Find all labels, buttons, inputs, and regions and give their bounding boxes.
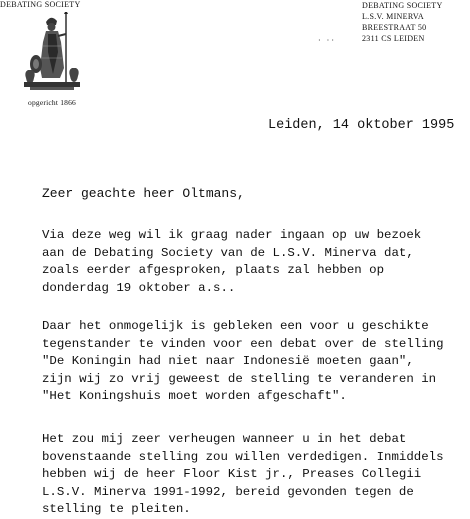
scan-speck: · ·· xyxy=(318,36,336,45)
paragraph-line: hebben wij de heer Floor Kist jr., Preases Collegii xyxy=(42,467,422,482)
minerva-statue-icon xyxy=(20,12,84,94)
founded-year-text: opgericht 1866 xyxy=(28,98,76,107)
paragraph-line: aan de Debating Society van de L.S.V. Minerva dat, xyxy=(42,245,414,260)
letterhead-address xyxy=(362,0,443,44)
letter-paragraph-1 xyxy=(42,227,421,297)
paragraph-line: zijn wij zo vrij geweest de stelling te veranderen in xyxy=(42,371,437,386)
paragraph-line: tegenstander te vinden voor een debat over de stelling xyxy=(42,336,444,351)
letter-paragraph-2 xyxy=(42,318,444,406)
paragraph-line: "Het Koningshuis moet worden afgeschaft". xyxy=(42,389,347,404)
paragraph-line: stelling te pleiten. xyxy=(42,502,191,517)
paragraph-line: L.S.V. Minerva 1991-1992, bereid gevonden tegen de xyxy=(42,484,414,499)
letter-salutation: Zeer geachte heer Oltmans, xyxy=(42,186,245,201)
paragraph-line: "De Koningin had niet naar Indonesië moeten gaan", xyxy=(42,354,414,369)
paragraph-line: bovenstaande stelling zou willen verdedigen. Inmiddels xyxy=(42,449,444,464)
address-line: BREESTRAAT 50 xyxy=(362,23,427,32)
address-line: L.S.V. MINERVA xyxy=(362,12,424,21)
paragraph-line: zoals eerder afgesproken, plaats zal hebben op xyxy=(42,263,385,278)
letterhead-society-name: DEBATING SOCIETY xyxy=(0,0,81,9)
paragraph-line: Via deze weg wil ik graag nader ingaan op uw bezoek xyxy=(42,228,422,242)
letter-dateline: Leiden, 14 oktober 1995 xyxy=(268,118,455,133)
paragraph-line: Daar het onmogelijk is gebleken een voor u geschikte xyxy=(42,319,429,333)
paragraph-line: Het zou mij zeer verheugen wanneer u in het debat xyxy=(42,432,407,446)
paragraph-line: donderdag 19 oktober a.s.. xyxy=(42,280,236,295)
address-line: DEBATING SOCIETY xyxy=(362,1,443,10)
address-line: 2311 CS LEIDEN xyxy=(362,34,425,43)
letter-paragraph-3 xyxy=(42,431,444,519)
